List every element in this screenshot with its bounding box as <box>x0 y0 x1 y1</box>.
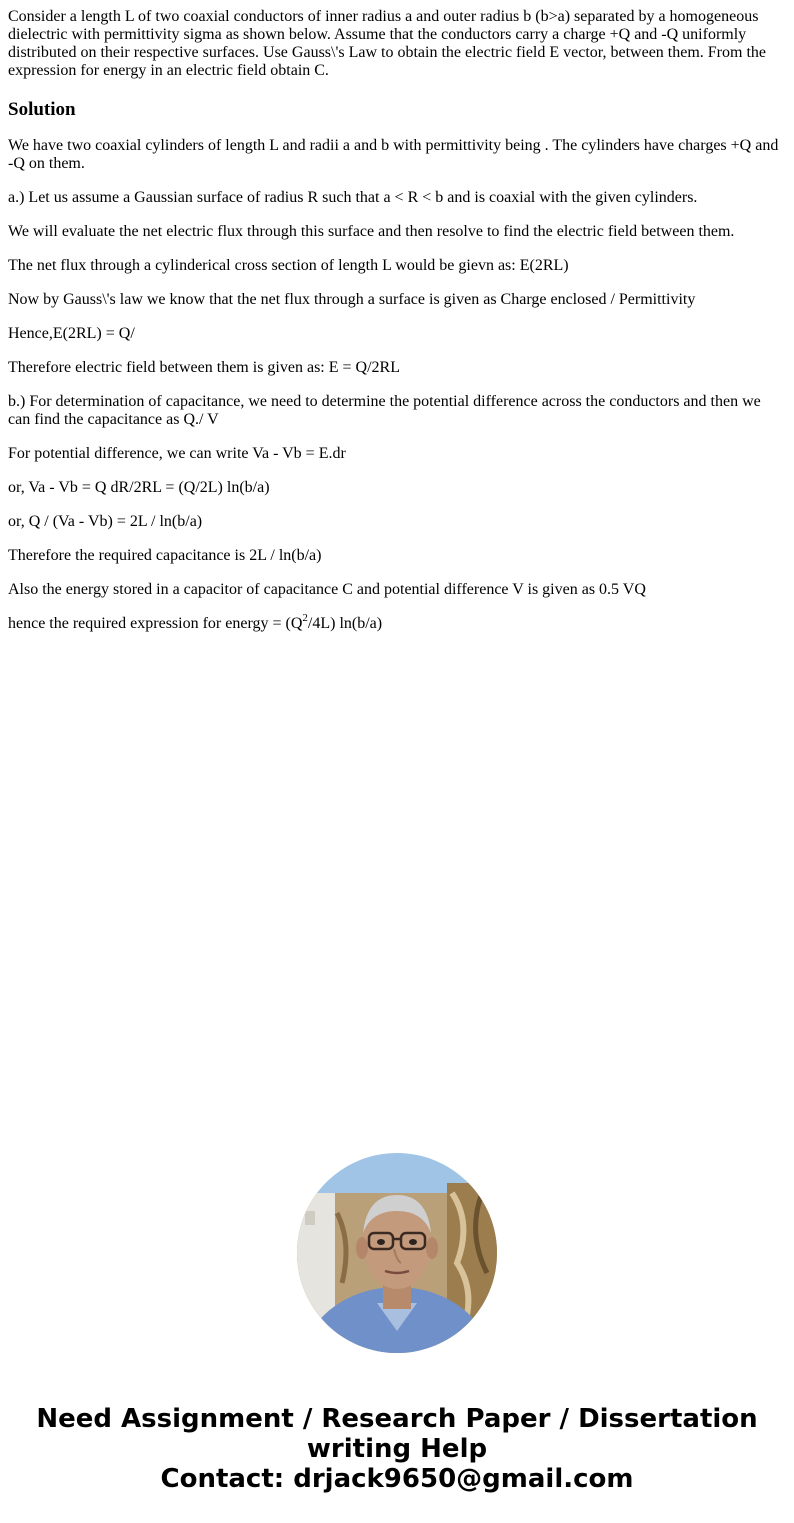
solution-step: Hence,E(2RL) = Q/ <box>8 325 135 342</box>
final-energy-step <box>8 611 784 633</box>
solution-step: We will evaluate the net electric flux through this surface and then resolve to find the electric field between them. <box>8 223 735 240</box>
document-body <box>8 0 784 633</box>
solution-step: or, Q / (Va - Vb) = 2L / ln(b/a) <box>8 513 203 530</box>
final-step-superscript: 2 <box>302 611 308 624</box>
footer-line-1: Need Assignment / Research Paper / Dissertation <box>36 1404 758 1434</box>
footer-line-2: writing Help <box>306 1434 488 1464</box>
solution-step: a.) Let us assume a Gaussian surface of radius R such that a < R < b and is coaxial with the given cylinders. <box>8 189 698 206</box>
solution-step: Therefore the required capacitance is 2L / ln(b/a) <box>8 547 322 564</box>
solution-step: Also the energy stored in a capacitor of capacitance C and potential difference V is given as 0.5 VQ <box>8 581 646 598</box>
solution-step: b.) For determination of capacitance, we need to determine the potential difference across the conductors and then we can find the capacitance as Q./ V <box>8 393 761 428</box>
footer-contact-email: Contact: drjack9650@gmail.com <box>160 1464 634 1494</box>
final-step-after: /4L) ln(b/a) <box>307 615 383 632</box>
solution-step: We have two coaxial cylinders of length L and radii a and b with permittivity being . The cylinders have charges +Q and -Q on them. <box>8 137 779 172</box>
avatar-portrait-image <box>297 1153 497 1353</box>
contact-footer <box>0 1404 794 1494</box>
solution-step: or, Va - Vb = Q dR/2RL = (Q/2L) ln(b/a) <box>8 479 270 496</box>
solution-step: The net flux through a cylinderical cross section of length L would be gievn as: E(2RL) <box>8 257 569 274</box>
solution-step: Now by Gauss\'s law we know that the net flux through a surface is given as Charge enclosed / Permittivity <box>8 291 696 308</box>
solution-step: For potential difference, we can write Va - Vb = E.dr <box>8 445 346 462</box>
question-text: Consider a length L of two coaxial conductors of inner radius a and outer radius b (b>a) separated by a homogeneous dielectric with permittivity sigma as shown below. Assume that the conductors carry a charge +Q and -Q uniformly distributed on their respective surfaces. Use Gauss\'s Law to obtain the electric field E vector, between them. From the expression for energy in an electric field obtain C. <box>8 8 766 79</box>
final-step-before: hence the required expression for energy = (Q <box>8 615 303 632</box>
solution-heading: Solution <box>8 99 76 120</box>
avatar <box>297 1153 497 1353</box>
solution-step: Therefore electric field between them is given as: E = Q/2RL <box>8 359 400 376</box>
